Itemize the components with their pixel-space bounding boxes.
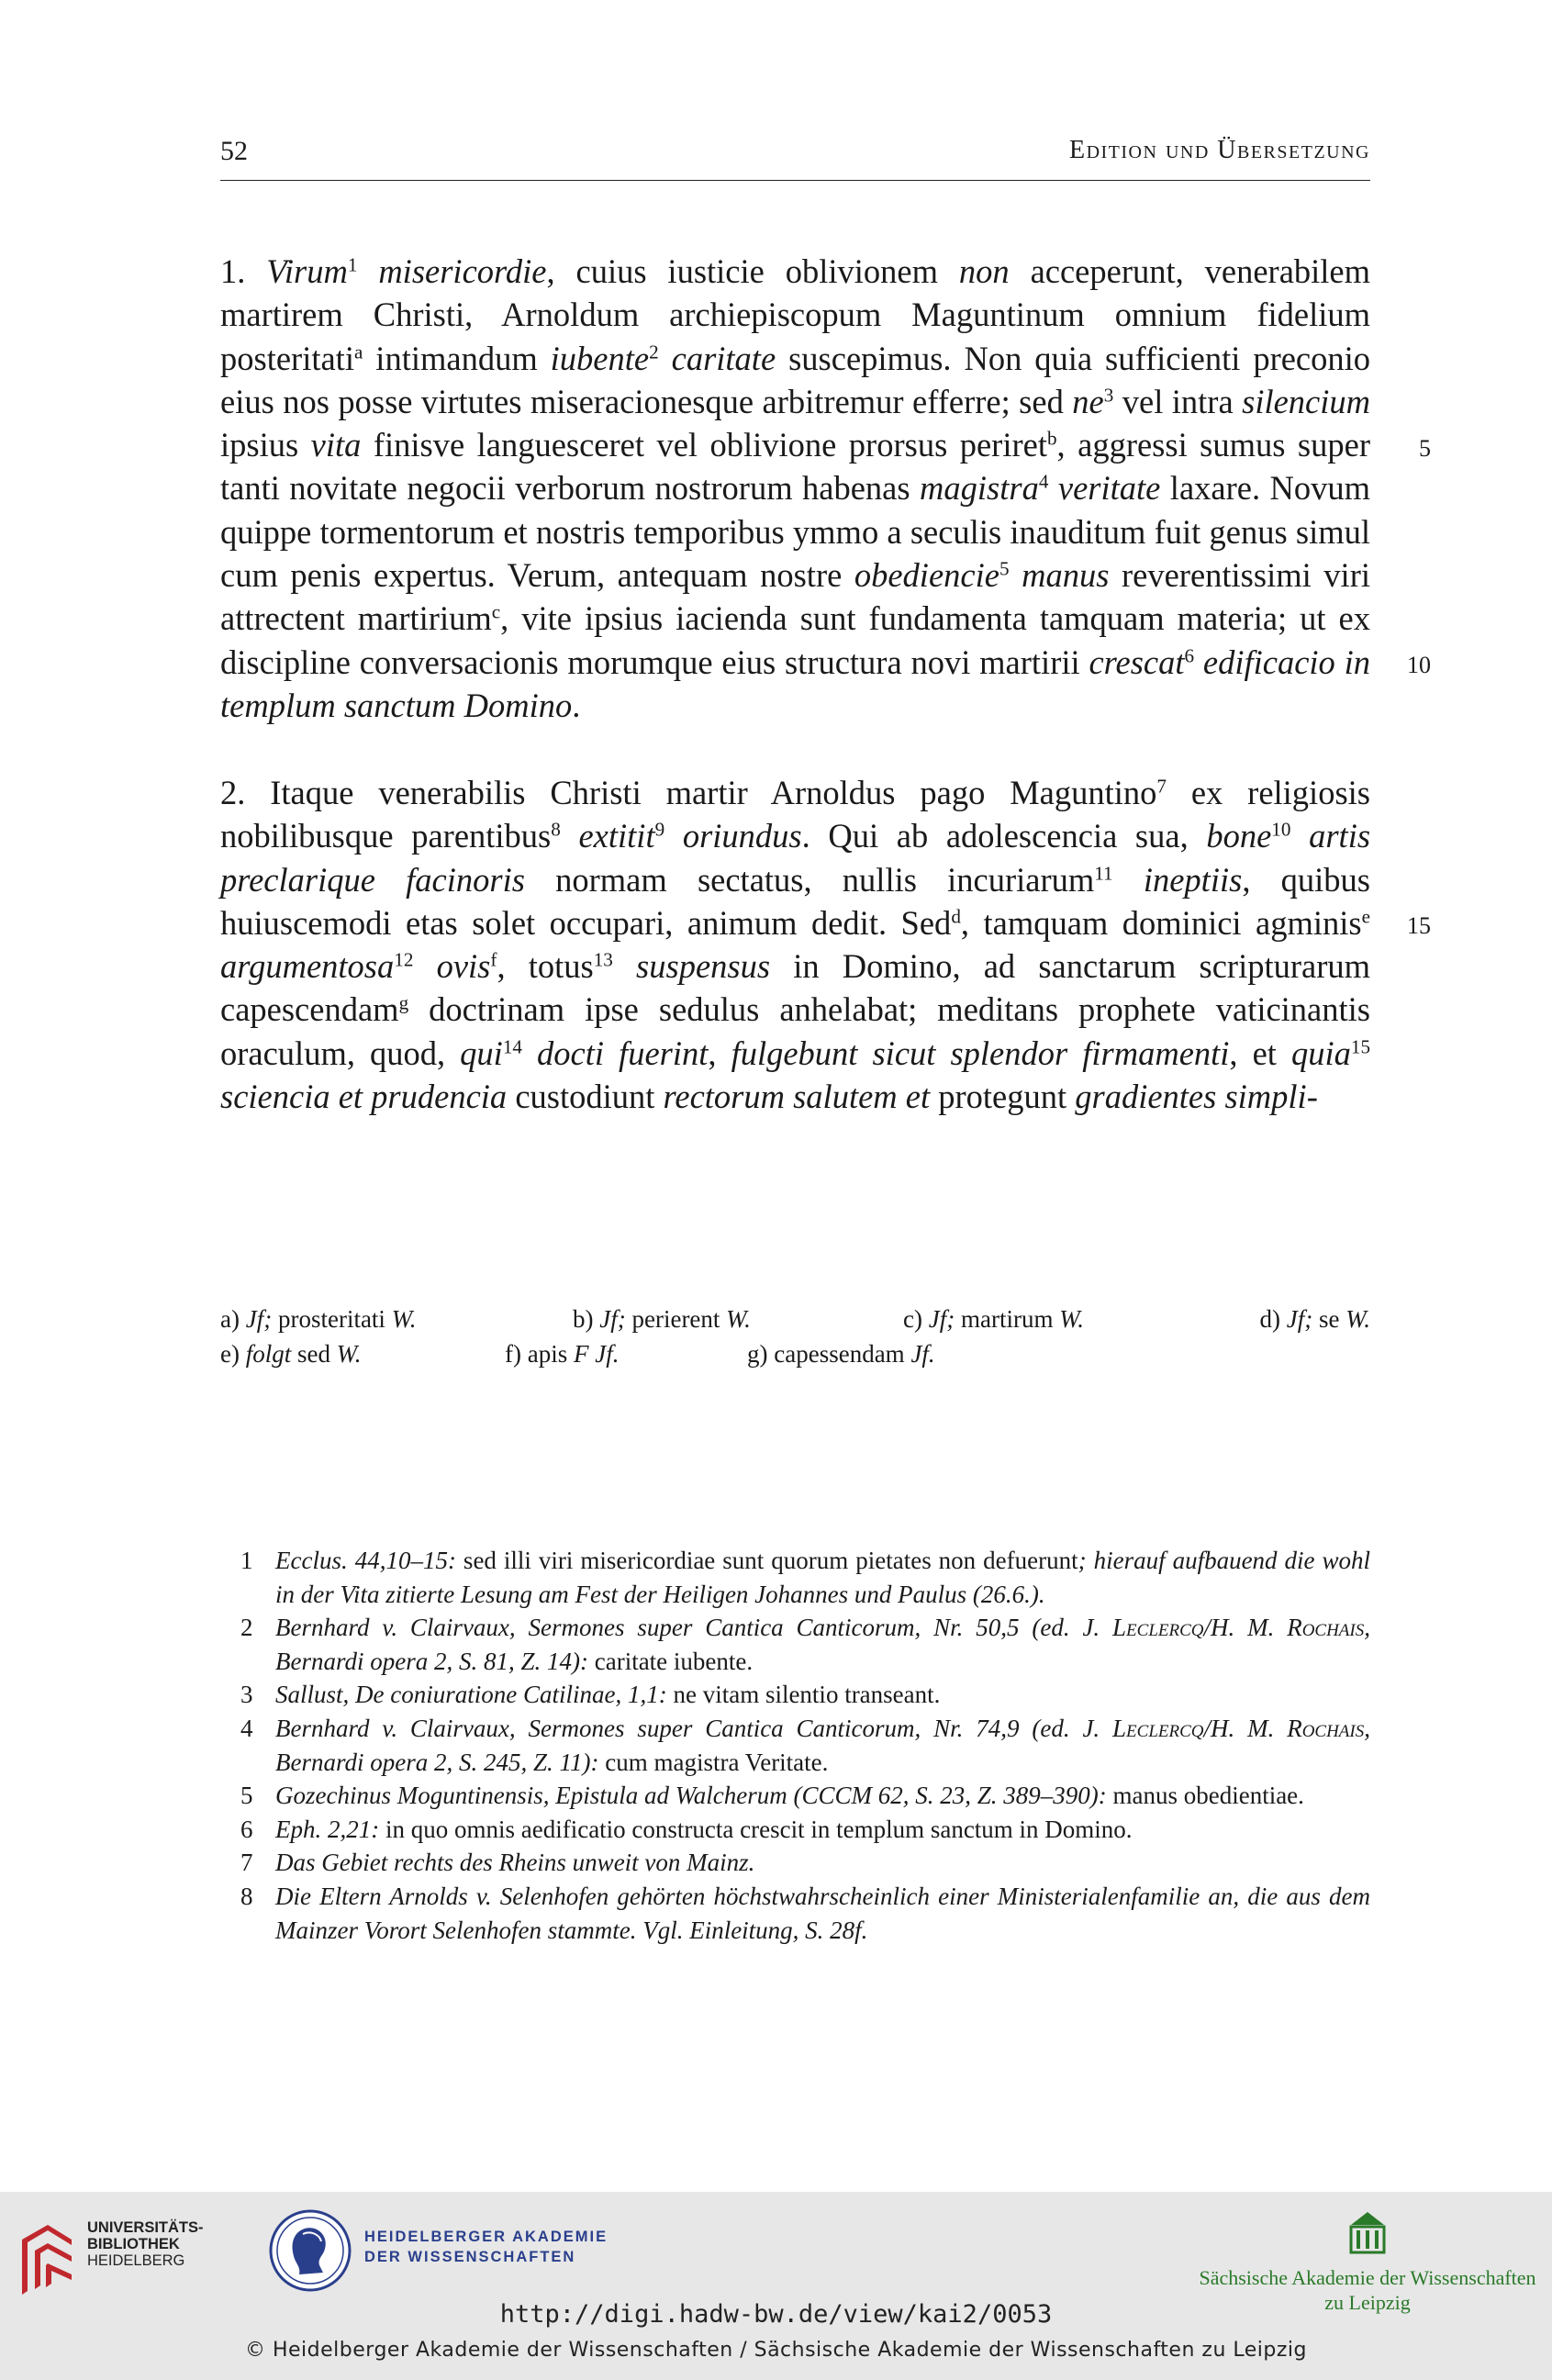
text-run: , cuius iusticie oblivionem xyxy=(546,252,959,290)
text-run: misericordie xyxy=(378,252,547,290)
copyright-notice: © Heidelberger Akademie der Wissenschaften / Sächsische Akademie der Wissenschaften zu Leipzig xyxy=(244,2339,1307,2362)
note-ref: 6 xyxy=(1184,643,1195,666)
text-run: , quibus huiuscemodi etas solet occupari, animum dedit. Sed xyxy=(220,860,1370,942)
note-ref: e xyxy=(1361,905,1370,928)
text-run xyxy=(664,817,683,855)
text-run: ne xyxy=(1072,382,1104,420)
text-run: sciencia et prudencia xyxy=(220,1078,508,1116)
note-ref: 1 xyxy=(347,253,358,276)
text-run xyxy=(659,340,672,377)
heidelberg-academy-name xyxy=(364,2227,608,2267)
text-run xyxy=(561,817,579,855)
critical-apparatus xyxy=(220,1302,1370,1371)
note-ref: 12 xyxy=(394,948,414,971)
text-run: acceperunt, venerabilem martirem Christi, Arnoldum archiepiscopum Maguntinum omnium fidelium posteritati xyxy=(220,252,1371,377)
text-run: argumentosa xyxy=(220,947,395,986)
text-run: intimandum xyxy=(363,339,551,377)
page-number: 52 xyxy=(220,136,248,166)
apparatus-reading: perierent xyxy=(625,1305,727,1333)
ub-line: UNIVERSITÄTS- xyxy=(87,2219,204,2236)
text-run: vel intra xyxy=(1113,382,1243,420)
text-run xyxy=(1113,861,1144,899)
text-run: in Domino, ad sanctarum scripturarum capescendam xyxy=(220,947,1370,1029)
apparatus-siglum: d) xyxy=(1259,1305,1280,1333)
margin-line-number: 10 xyxy=(1407,652,1431,678)
university-library-logo-icon xyxy=(17,2212,77,2300)
text-run: qui xyxy=(460,1034,503,1072)
text-run: Rochais xyxy=(1287,1614,1365,1642)
text-run: caritate iubente. xyxy=(587,1647,754,1675)
margin-line-number: 15 xyxy=(1407,912,1431,939)
note-ref: b xyxy=(1046,427,1057,450)
text-run: obediencie xyxy=(854,556,999,595)
text-run: extitit xyxy=(578,817,655,855)
apparatus-siglum: c) xyxy=(903,1305,922,1333)
apparatus-reading: prosteritati xyxy=(272,1305,392,1333)
text-run: custodiunt xyxy=(507,1078,664,1116)
apparatus-witness: F Jf. xyxy=(573,1340,620,1368)
apparatus-witness: W. xyxy=(391,1305,417,1333)
text-run: ineptiis xyxy=(1143,860,1243,899)
text-run xyxy=(1290,817,1309,855)
text-run: rectorum salutem et xyxy=(663,1078,931,1116)
text-run: ne vitam silentio transeant. xyxy=(666,1681,941,1709)
footnote xyxy=(240,1846,1370,1880)
text-run: Leclercq xyxy=(1112,1714,1204,1742)
margin-line-number: 5 xyxy=(1419,435,1431,462)
footnote xyxy=(240,1678,1370,1712)
text-run: sed illi viri misericordiae sunt quorum pietates non defuerunt xyxy=(455,1547,1078,1574)
text-run: artis preclarique facinoris xyxy=(220,817,1371,899)
text-run: vita xyxy=(310,426,362,464)
digitization-footer xyxy=(0,2192,1552,2380)
text-run: /H. M. xyxy=(1203,1614,1288,1642)
hadw-line: HEIDELBERGER AKADEMIE xyxy=(364,2229,609,2245)
edition-paragraph-2 xyxy=(220,771,1370,1118)
apparatus-witness: folgt xyxy=(239,1340,292,1368)
text-run xyxy=(522,1034,537,1072)
apparatus-entry xyxy=(1260,1302,1371,1336)
footnote-number: 3 xyxy=(240,1681,253,1709)
text-run xyxy=(413,947,436,985)
note-ref: c xyxy=(491,600,501,623)
note-ref: 15 xyxy=(1350,1035,1371,1058)
text-run: oriundus xyxy=(682,817,802,855)
text-run: Die Eltern Arnolds v. Selenhofen gehörten höchstwahrscheinlich einer Ministerialenfamilie an, die aus dem Mainzer Vorort Selenhofen stammte. Vgl. Einleitung, S. 28f. xyxy=(275,1882,1370,1944)
page-header xyxy=(220,127,1370,181)
footnotes xyxy=(240,1544,1370,1947)
text-run: gradientes simpli- xyxy=(1075,1078,1318,1116)
footnote-number: 6 xyxy=(240,1815,253,1843)
text-run: in quo omnis aedificatio constructa crescit in templum sanctum in Domino. xyxy=(379,1815,1133,1843)
note-ref: 2 xyxy=(649,340,659,363)
text-run: , totus xyxy=(497,947,594,986)
note-ref: a xyxy=(353,340,363,363)
apparatus-witness: Jf; xyxy=(1280,1305,1313,1333)
note-ref: 3 xyxy=(1103,384,1114,407)
text-run: . xyxy=(572,686,581,724)
note-ref: 14 xyxy=(502,1035,522,1058)
text-run: 2. Itaque venerabilis Christi martir Arnoldus pago Maguntino xyxy=(220,774,1157,811)
text-run: silencium xyxy=(1242,382,1370,420)
hadw-line: DER WISSENSCHAFTEN xyxy=(364,2249,576,2265)
footnote-number: 5 xyxy=(240,1782,253,1810)
text-run: , Bernardi opera 2, S. 245, Z. 11): xyxy=(275,1714,1370,1776)
footnote xyxy=(240,1544,1370,1611)
text-run: suscepimus. Non quia sufficienti preconio eius nos posse virtutes miseracionesque arbitremur efferre; sed xyxy=(220,339,1371,420)
text-run: , tamquam dominici agminis xyxy=(960,903,1362,942)
note-ref: 4 xyxy=(1038,470,1049,493)
text-run: ; hierauf aufbauend die wohl in der Vita zitierte Lesung am Fest der Heiligen Johannes und Paulus (26.6.). xyxy=(275,1547,1371,1608)
apparatus-siglum: e) xyxy=(220,1340,240,1368)
running-head: Edition und Übersetzung xyxy=(1068,136,1370,164)
footnote xyxy=(240,1611,1370,1678)
footnote-number: 4 xyxy=(240,1714,253,1742)
apparatus-siglum: f) xyxy=(505,1340,521,1368)
text-run: reverentissimi viri attrectent martirium xyxy=(220,556,1370,638)
text-run: fulgebunt sicut splendor firmamenti xyxy=(731,1034,1230,1072)
text-run: , vite ipsius iacienda sunt fundamenta tamquam materia; ut ex discipline conversacionis morumque eius structura novi martirii xyxy=(220,599,1371,681)
university-library-name xyxy=(87,2219,204,2269)
footnote-number: 2 xyxy=(240,1614,253,1642)
text-run: edificacio in templum sanctum Domino xyxy=(220,642,1371,724)
note-ref: 10 xyxy=(1271,818,1291,841)
text-run: manus xyxy=(1022,556,1110,595)
apparatus-witness: Jf. xyxy=(910,1340,935,1368)
text-run: ex religiosis nobilibusque parentibus xyxy=(220,774,1371,855)
text-run: Leclercq xyxy=(1112,1614,1204,1642)
text-run: ovis xyxy=(436,947,491,986)
text-run: non xyxy=(958,252,1010,290)
apparatus-witness: W. xyxy=(1059,1305,1084,1333)
note-ref: 8 xyxy=(551,818,561,841)
text-run: Ecclus. 44,10–15: xyxy=(275,1547,456,1574)
text-run: magistra xyxy=(920,469,1039,508)
text-run: bone xyxy=(1206,817,1272,855)
apparatus-entry xyxy=(903,1302,1084,1336)
text-run: , Bernardi opera 2, S. 81, Z. 14): xyxy=(275,1614,1370,1675)
text-run: /H. M. xyxy=(1203,1714,1288,1742)
apparatus-witness: Jf; xyxy=(593,1305,626,1333)
text-run xyxy=(1194,643,1203,681)
text-run: , xyxy=(708,1034,731,1072)
text-run: caritate xyxy=(671,339,776,377)
note-ref: 11 xyxy=(1094,861,1113,884)
apparatus-siglum: g) xyxy=(747,1340,768,1368)
text-run: laxare. Novum quippe tormentorum et nostris temporibus ymmo a seculis inauditum fuit genus simul cum penis expertus. Verum, antequam nostre xyxy=(220,469,1371,595)
text-run: quia xyxy=(1290,1034,1351,1072)
apparatus-siglum: a) xyxy=(220,1305,240,1333)
text-run: , aggressi sumus super tanti novitate negocii verborum nostrorum habenas xyxy=(220,426,1370,508)
text-run: 1. xyxy=(220,252,267,290)
note-ref: 13 xyxy=(593,948,613,971)
footnote xyxy=(240,1880,1370,1947)
text-run: Gozechinus Moguntinensis, Epistula ad Walcherum (CCCM 62, S. 23, Z. 389–390): xyxy=(275,1782,1107,1810)
edition-paragraph-1 xyxy=(220,250,1370,727)
ub-line: BIBLIOTHEK xyxy=(87,2236,180,2252)
academy-seal-icon xyxy=(268,2208,352,2293)
saw-line: zu Leipzig xyxy=(1324,2291,1411,2314)
note-ref: f xyxy=(490,948,497,971)
apparatus-reading: sed xyxy=(291,1340,337,1368)
text-run: . Qui ab adolescencia sua, xyxy=(801,817,1207,855)
text-run: cum magistra Veritate. xyxy=(598,1748,829,1776)
text-run: Rochais xyxy=(1287,1714,1365,1742)
text-run: protegunt xyxy=(930,1078,1076,1116)
text-run: docti fuerint xyxy=(537,1034,709,1072)
apparatus-entry xyxy=(573,1302,751,1336)
ub-line: HEIDELBERG xyxy=(87,2252,185,2269)
text-run xyxy=(357,252,378,290)
text-run: veritate xyxy=(1057,469,1161,508)
apparatus-siglum: b) xyxy=(573,1305,594,1333)
text-run: normam sectatus, nullis incuriarum xyxy=(524,860,1095,899)
footnote xyxy=(240,1779,1370,1813)
note-ref: d xyxy=(951,905,961,928)
apparatus-row xyxy=(220,1336,1370,1371)
apparatus-reading: apis xyxy=(520,1340,574,1368)
saxon-academy-building-icon xyxy=(1347,2208,1388,2256)
text-run: iubente xyxy=(550,339,650,377)
permalink-url[interactable]: http://digi.hadw-bw.de/view/kai2/0053 xyxy=(499,2300,1053,2329)
apparatus-row xyxy=(220,1302,1370,1336)
apparatus-reading: martirum xyxy=(955,1305,1060,1333)
text-run: crescat xyxy=(1089,642,1185,681)
note-ref: 9 xyxy=(654,818,665,841)
text-run: Das Gebiet rechts des Rheins unweit von Mainz. xyxy=(275,1849,755,1877)
text-run: Bernhard v. Clairvaux, Sermones super Cantica Canticorum, Nr. 50,5 (ed. J. xyxy=(275,1614,1113,1642)
text-run: Virum xyxy=(266,252,348,290)
apparatus-entry xyxy=(505,1336,619,1371)
apparatus-reading: capessendam xyxy=(767,1340,911,1368)
note-ref: 7 xyxy=(1156,775,1167,798)
text-run: manus obedientiae. xyxy=(1106,1782,1304,1810)
text-run xyxy=(1010,556,1022,594)
footnote xyxy=(240,1712,1370,1779)
text-run xyxy=(1048,469,1057,507)
apparatus-entry xyxy=(220,1336,362,1371)
text-run: doctrinam ipse sedulus anhelabat; meditans prophete vaticinantis oraculum, quod, xyxy=(220,990,1370,1072)
note-ref: g xyxy=(398,991,409,1014)
apparatus-witness: W. xyxy=(726,1305,751,1333)
footnote-number: 7 xyxy=(240,1849,253,1877)
text-run: , et xyxy=(1229,1034,1291,1072)
apparatus-reading: se xyxy=(1312,1305,1346,1333)
note-ref: 5 xyxy=(999,557,1010,580)
apparatus-witness: W. xyxy=(336,1340,362,1368)
apparatus-witness: W. xyxy=(1345,1305,1370,1333)
text-run: suspensus xyxy=(636,947,771,986)
apparatus-witness: Jf; xyxy=(239,1305,273,1333)
apparatus-entry xyxy=(747,1336,935,1371)
text-run: Bernhard v. Clairvaux, Sermones super Cantica Canticorum, Nr. 74,9 (ed. J. xyxy=(275,1714,1113,1742)
text-run xyxy=(613,947,636,985)
text-run: ipsius xyxy=(220,426,311,464)
text-run: Sallust, De coniuratione Catilinae, 1,1: xyxy=(275,1681,667,1709)
apparatus-witness: Jf; xyxy=(921,1305,955,1333)
text-run: finisve languesceret vel oblivione prorsus periret xyxy=(361,426,1047,464)
footnote xyxy=(240,1813,1370,1847)
apparatus-entry xyxy=(220,1302,416,1336)
footnote-number: 1 xyxy=(240,1547,253,1574)
footnote-number: 8 xyxy=(240,1882,253,1910)
saw-line: Sächsische Akademie der Wissenschaften xyxy=(1199,2266,1536,2289)
text-run: Eph. 2,21: xyxy=(275,1815,380,1843)
